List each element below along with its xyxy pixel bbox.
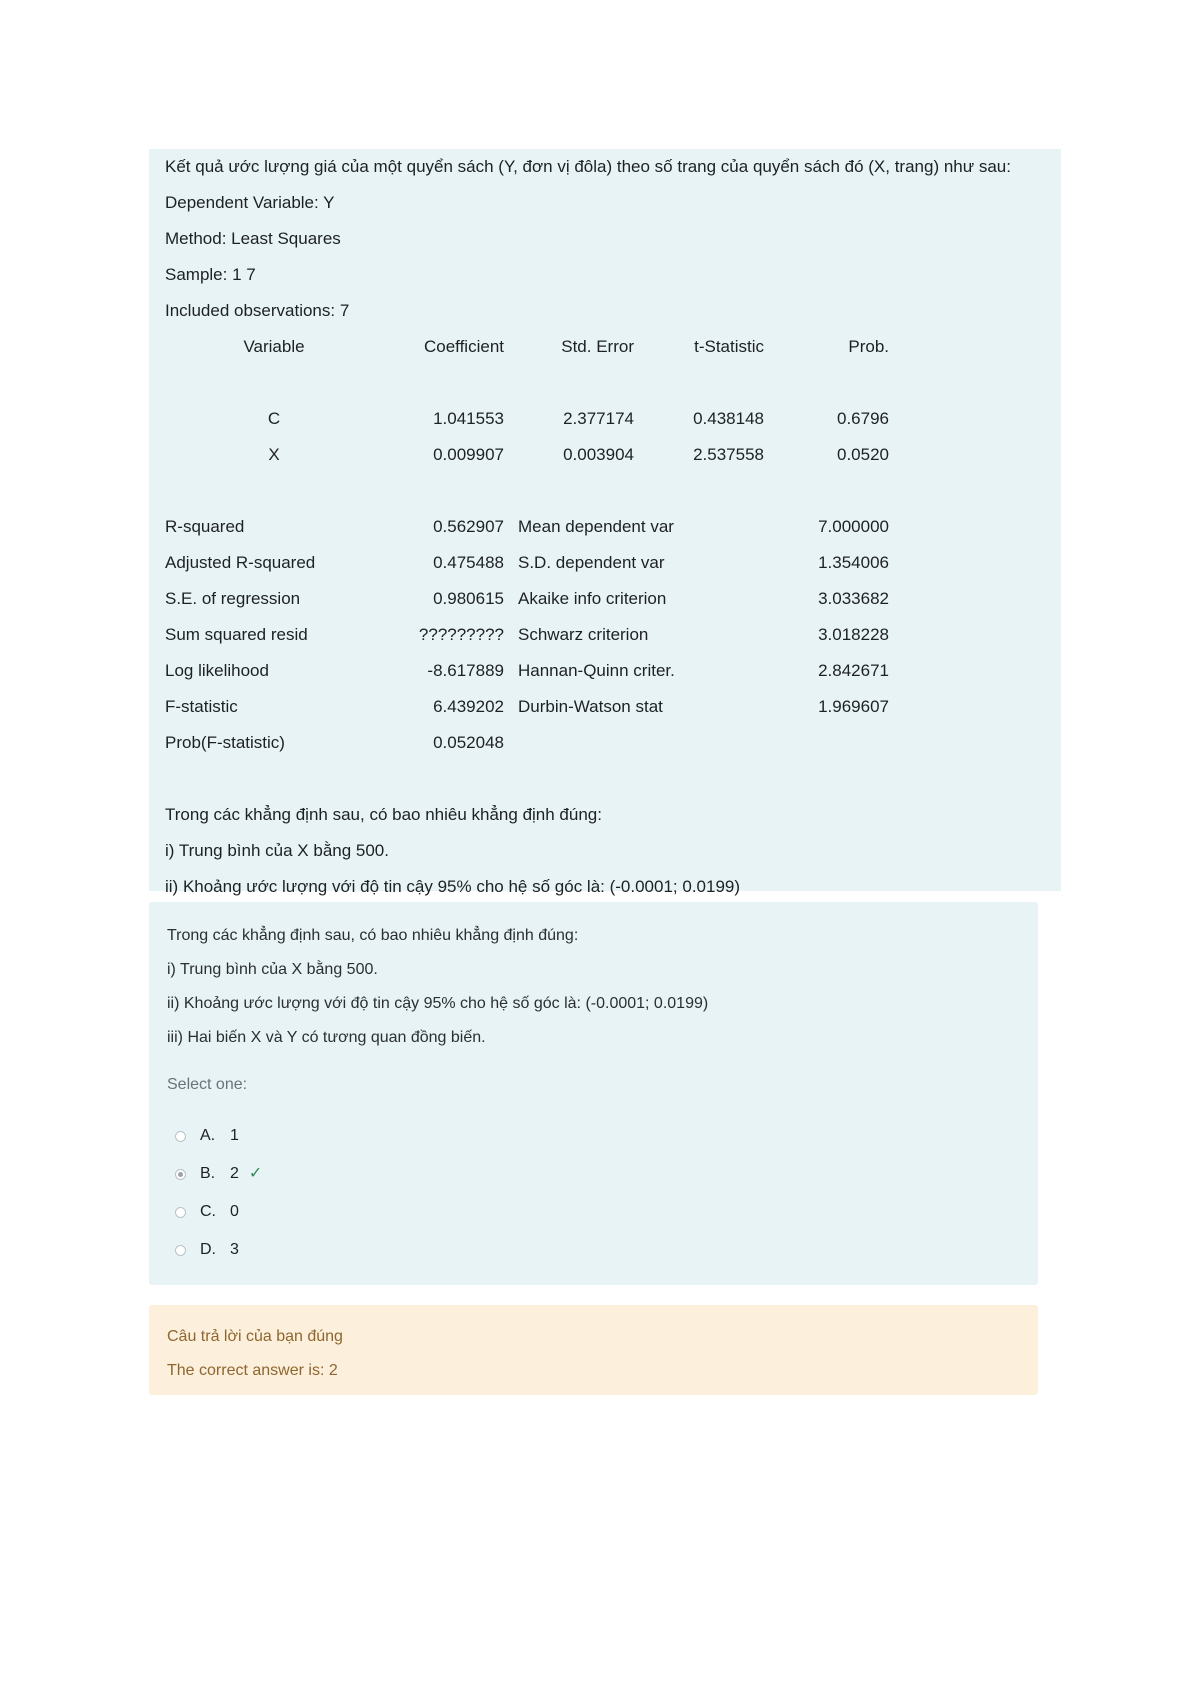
question-item-2: ii) Khoảng ước lượng với độ tin cậy 95% cho hệ số góc là: (-0.0001; 0.0199) (167, 995, 709, 1012)
feedback-correct-answer: The correct answer is: 2 (167, 1362, 338, 1379)
stat-value: 3.033682 (818, 589, 889, 608)
option-a[interactable] (175, 1126, 239, 1146)
stat-label: R-squared (165, 517, 245, 536)
stat-label: Sum squared resid (165, 625, 308, 644)
dependent-variable: Dependent Variable: Y (165, 193, 335, 212)
method: Method: Least Squares (165, 229, 341, 248)
option-value: 2 (230, 1165, 239, 1182)
table-row-c-t-statistic: 0.438148 (693, 409, 764, 428)
option-letter: B. (200, 1165, 216, 1182)
table-row-x-t-statistic: 2.537558 (693, 445, 764, 464)
header-coefficient: Coefficient (423, 337, 504, 356)
question-text-panel (149, 149, 1061, 896)
feedback-panel (149, 1305, 1038, 1395)
table-row-c-std-error: 2.377174 (563, 409, 634, 428)
stat-value: 6.439202 (433, 697, 504, 716)
stat-label: Akaike info criterion (518, 589, 667, 608)
answer-panel (149, 902, 1038, 1285)
feedback-result: Câu trả lời của bạn đúng (167, 1328, 343, 1345)
stat-label: Prob(F-statistic) (165, 733, 285, 752)
stat-value: 1.969607 (818, 697, 889, 716)
table-row-x-std-error: 0.003904 (563, 445, 634, 464)
table-row-c-prob: 0.6796 (837, 409, 889, 428)
stat-value: 7.000000 (818, 517, 889, 536)
intro-text: Kết quả ước lượng giá của một quyển sách (Y, đơn vị đôla) theo số trang của quyển sách đó (X, trang) như sau: (165, 157, 1011, 176)
stat-value: 2.842671 (818, 661, 889, 680)
header-prob: Prob. (848, 337, 889, 356)
option-value: 1 (230, 1127, 239, 1144)
option-value: 0 (230, 1203, 239, 1220)
option-letter: A. (200, 1127, 216, 1144)
radio-icon[interactable] (175, 1207, 186, 1218)
stat-label: S.E. of regression (165, 589, 301, 608)
option-b[interactable] (175, 1164, 262, 1184)
top-question-item-2: ii) Khoảng ước lượng với độ tin cậy 95% cho hệ số góc là: (-0.0001; 0.0199) (165, 877, 741, 896)
stat-label: F-statistic (165, 697, 238, 716)
radio-checked-icon[interactable] (175, 1169, 186, 1180)
top-question-item-1: i) Trung bình của X bằng 500. (165, 841, 389, 860)
stat-value: 0.562907 (433, 517, 504, 536)
stat-label: S.D. dependent var (518, 553, 665, 572)
stat-label: Mean dependent var (518, 517, 674, 536)
select-one-label: Select one: (167, 1076, 248, 1093)
option-d[interactable] (175, 1240, 239, 1260)
stat-value: ????????? (418, 625, 504, 644)
table-row-x-variable: X (268, 445, 280, 464)
option-value: 3 (230, 1241, 239, 1258)
stat-value: 0.052048 (433, 733, 504, 752)
question-item-1: i) Trung bình của X bằng 500. (167, 961, 378, 978)
check-icon: ✓ (248, 1165, 263, 1182)
table-row-x-coefficient: 0.009907 (433, 445, 504, 464)
stat-value: -8.617889 (427, 661, 504, 680)
table-row-c-coefficient: 1.041553 (433, 409, 504, 428)
header-std-error: Std. Error (561, 337, 634, 356)
question-item-3: iii) Hai biến X và Y có tương quan đồng biến. (167, 1029, 486, 1046)
stat-value: 0.475488 (433, 553, 504, 572)
table-row-x-prob: 0.0520 (837, 445, 889, 464)
sample: Sample: 1 7 (165, 265, 256, 284)
observations: Included observations: 7 (165, 301, 350, 320)
stat-label: Adjusted R-squared (165, 553, 316, 572)
stat-value: 3.018228 (818, 625, 889, 644)
header-t-statistic: t-Statistic (694, 337, 764, 356)
option-c[interactable] (175, 1202, 239, 1222)
radio-icon[interactable] (175, 1245, 186, 1256)
top-question-stem: Trong các khẳng định sau, có bao nhiêu khẳng định đúng: (165, 805, 602, 824)
stat-value: 0.980615 (433, 589, 504, 608)
option-letter: D. (200, 1241, 216, 1258)
question-stem: Trong các khẳng định sau, có bao nhiêu khẳng định đúng: (167, 927, 579, 944)
table-row-c-variable: C (267, 409, 281, 428)
stat-label: Durbin-Watson stat (518, 697, 663, 716)
radio-icon[interactable] (175, 1131, 186, 1142)
stat-label: Log likelihood (165, 661, 269, 680)
header-variable: Variable (243, 337, 305, 356)
option-letter: C. (200, 1203, 216, 1220)
stat-value: 1.354006 (818, 553, 889, 572)
stat-label: Hannan-Quinn criter. (518, 661, 675, 680)
stat-label: Schwarz criterion (518, 625, 649, 644)
